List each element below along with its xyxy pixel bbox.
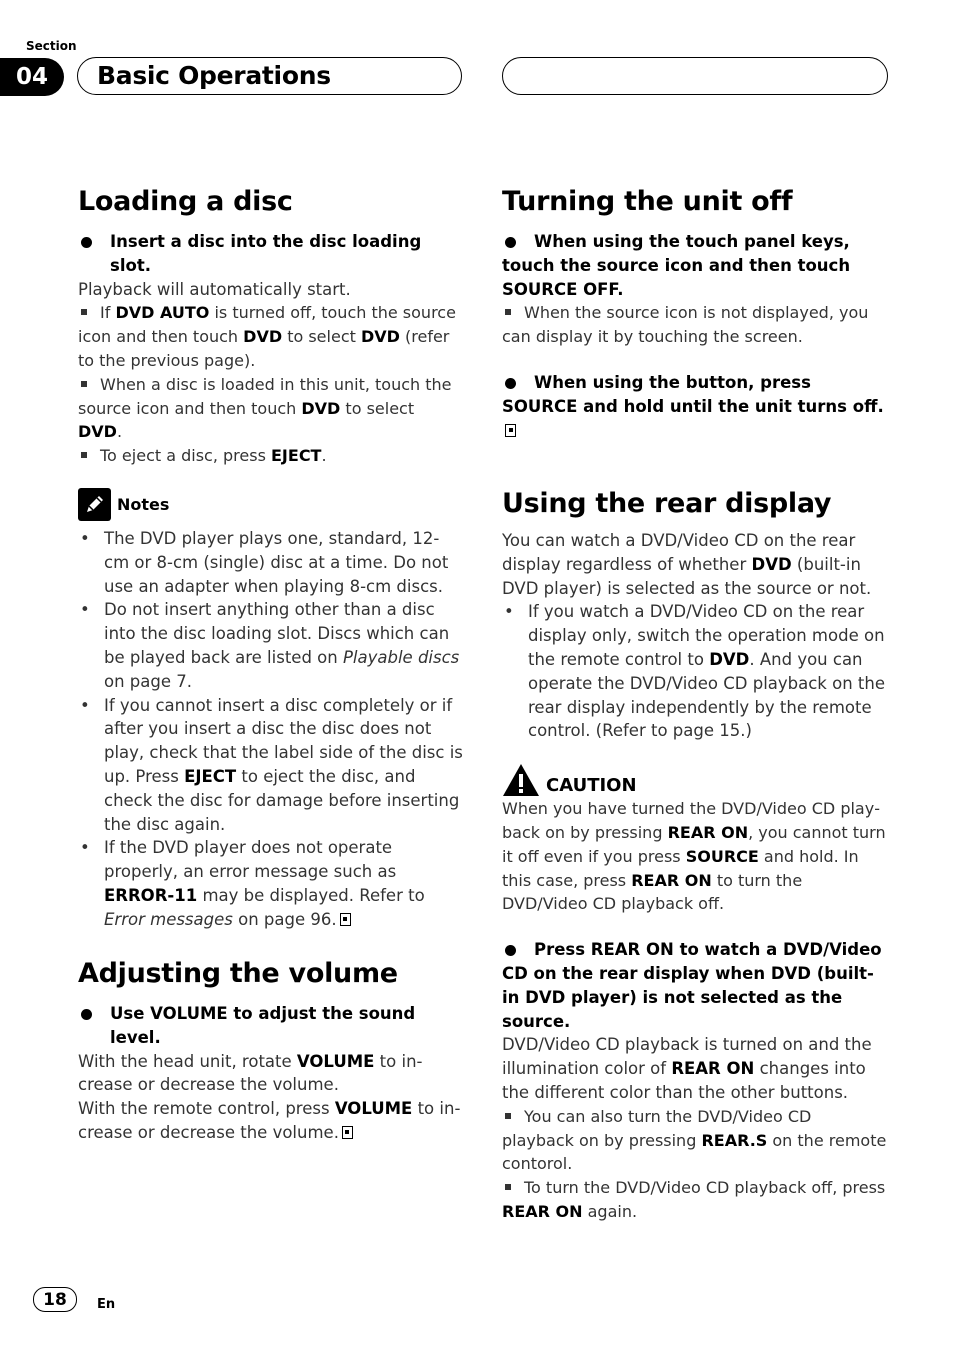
rear-section (502, 488, 887, 1224)
rear-title: Using the rear display (502, 488, 832, 519)
empty-title-frame (502, 57, 888, 95)
volume-section (78, 958, 463, 1145)
off-title: Turning the unit off (502, 186, 793, 217)
volume-paragraph-2: With the remote control, press VOLUME to increase or decrease the volume. (78, 1099, 461, 1142)
pencil-icon (78, 488, 111, 521)
volume-paragraph-1: With the head unit, rotate VOLUME to increase or decrease the volume. (78, 1051, 423, 1095)
section-label: Section (26, 39, 77, 53)
end-mark-icon (505, 424, 516, 437)
chapter-title: Basic Operations (97, 61, 331, 90)
notes-heading: Notes (78, 488, 463, 521)
volume-step: Use VOLUME to adjust the sound level. (78, 1002, 463, 1050)
end-mark-icon (342, 1126, 353, 1139)
off-note-1: When the source icon is not displayed, you can display it by touching the screen. (502, 303, 869, 347)
square-bullet-icon (505, 1184, 511, 1190)
loading-section (78, 186, 463, 932)
list-item: • If the DVD player does not operate properly, an error message such as ERROR-11 may be displayed. Refer to Error messages on page 96. (78, 836, 463, 931)
end-mark-icon (340, 913, 351, 926)
loading-note-3: To eject a disc, press EJECT. (78, 444, 463, 468)
list-item: • The DVD player plays one, standard, 12-cm or 8-cm (single) disc at a time. Do not use an adapter when playing 8-cm discs. (78, 527, 463, 598)
square-bullet-icon (505, 309, 511, 315)
square-bullet-icon (81, 452, 87, 458)
caution-text: When you have turned the DVD/Video CD playback on by pressing REAR ON, you cannot turn it off even if you press SOURCE and hold. In this case, press REAR ON to turn the DVD/Video CD playback off. (502, 799, 886, 914)
loading-title: Loading a disc (78, 186, 293, 217)
off-step-2: When using the button, press SOURCE and hold until the unit turns off. (502, 371, 887, 442)
square-bullet-icon (505, 1113, 511, 1119)
section-number: 04 (0, 58, 64, 96)
rear-result: DVD/Video CD playback is turned on and the illumination color of REAR ON changes into the different color than the other buttons. (502, 1035, 872, 1102)
rear-list (502, 600, 887, 743)
square-bullet-icon (81, 381, 87, 387)
list-item: • If you cannot insert a disc completely or if after you insert a disc the disc does not play, check that the label side of the disc is up. Press EJECT to eject the disc, and check the disc for damage before inserting the disc again. (78, 694, 463, 837)
rear-note-1: You can also turn the DVD/Video CD playback on by pressing REAR.S on the remote contorol. (502, 1106, 887, 1174)
volume-title: Adjusting the volume (78, 958, 398, 989)
off-section (502, 186, 887, 442)
page-number: 18 (33, 1287, 77, 1312)
caution-heading: CAUTION (502, 763, 887, 797)
off-step-1: When using the touch panel keys, touch the source icon and then touch SOURCE OFF. (502, 230, 887, 301)
loading-note-2: When a disc is loaded in this unit, touch the source icon and then touch DVD to select DVD. (78, 374, 452, 442)
warning-icon (502, 763, 540, 797)
list-item: • Do not insert anything other than a disc into the disc loading slot. Discs which can be played back are listed on Playable discs on page 7. (78, 598, 463, 693)
square-bullet-icon (81, 309, 87, 315)
loading-step: Insert a disc into the disc loading slot. (78, 230, 463, 278)
list-item: • If you watch a DVD/Video CD on the rear display only, switch the operation mode on the remote control to DVD. And you can operate the DVD/Video CD playback on the rear display independently by the remote control. (Refer to page 15.) (502, 600, 887, 743)
notes-list (78, 527, 463, 932)
rear-step: Press REAR ON to watch a DVD/Video CD on the rear display when DVD (built-in DVD player) is not selected as the source. (502, 938, 887, 1033)
loading-note-1: If DVD AUTO is turned off, touch the source icon and then touch DVD to select DVD (refer to the previous page). (78, 303, 456, 370)
rear-intro: You can watch a DVD/Video CD on the rear display regardless of whether DVD (built-in DVD player) is selected as the source or not. (502, 531, 872, 598)
rear-note-2: To turn the DVD/Video CD playback off, press REAR ON again. (502, 1178, 886, 1221)
language-label: En (97, 1297, 116, 1312)
loading-result: Playback will automatically start. (78, 279, 351, 299)
